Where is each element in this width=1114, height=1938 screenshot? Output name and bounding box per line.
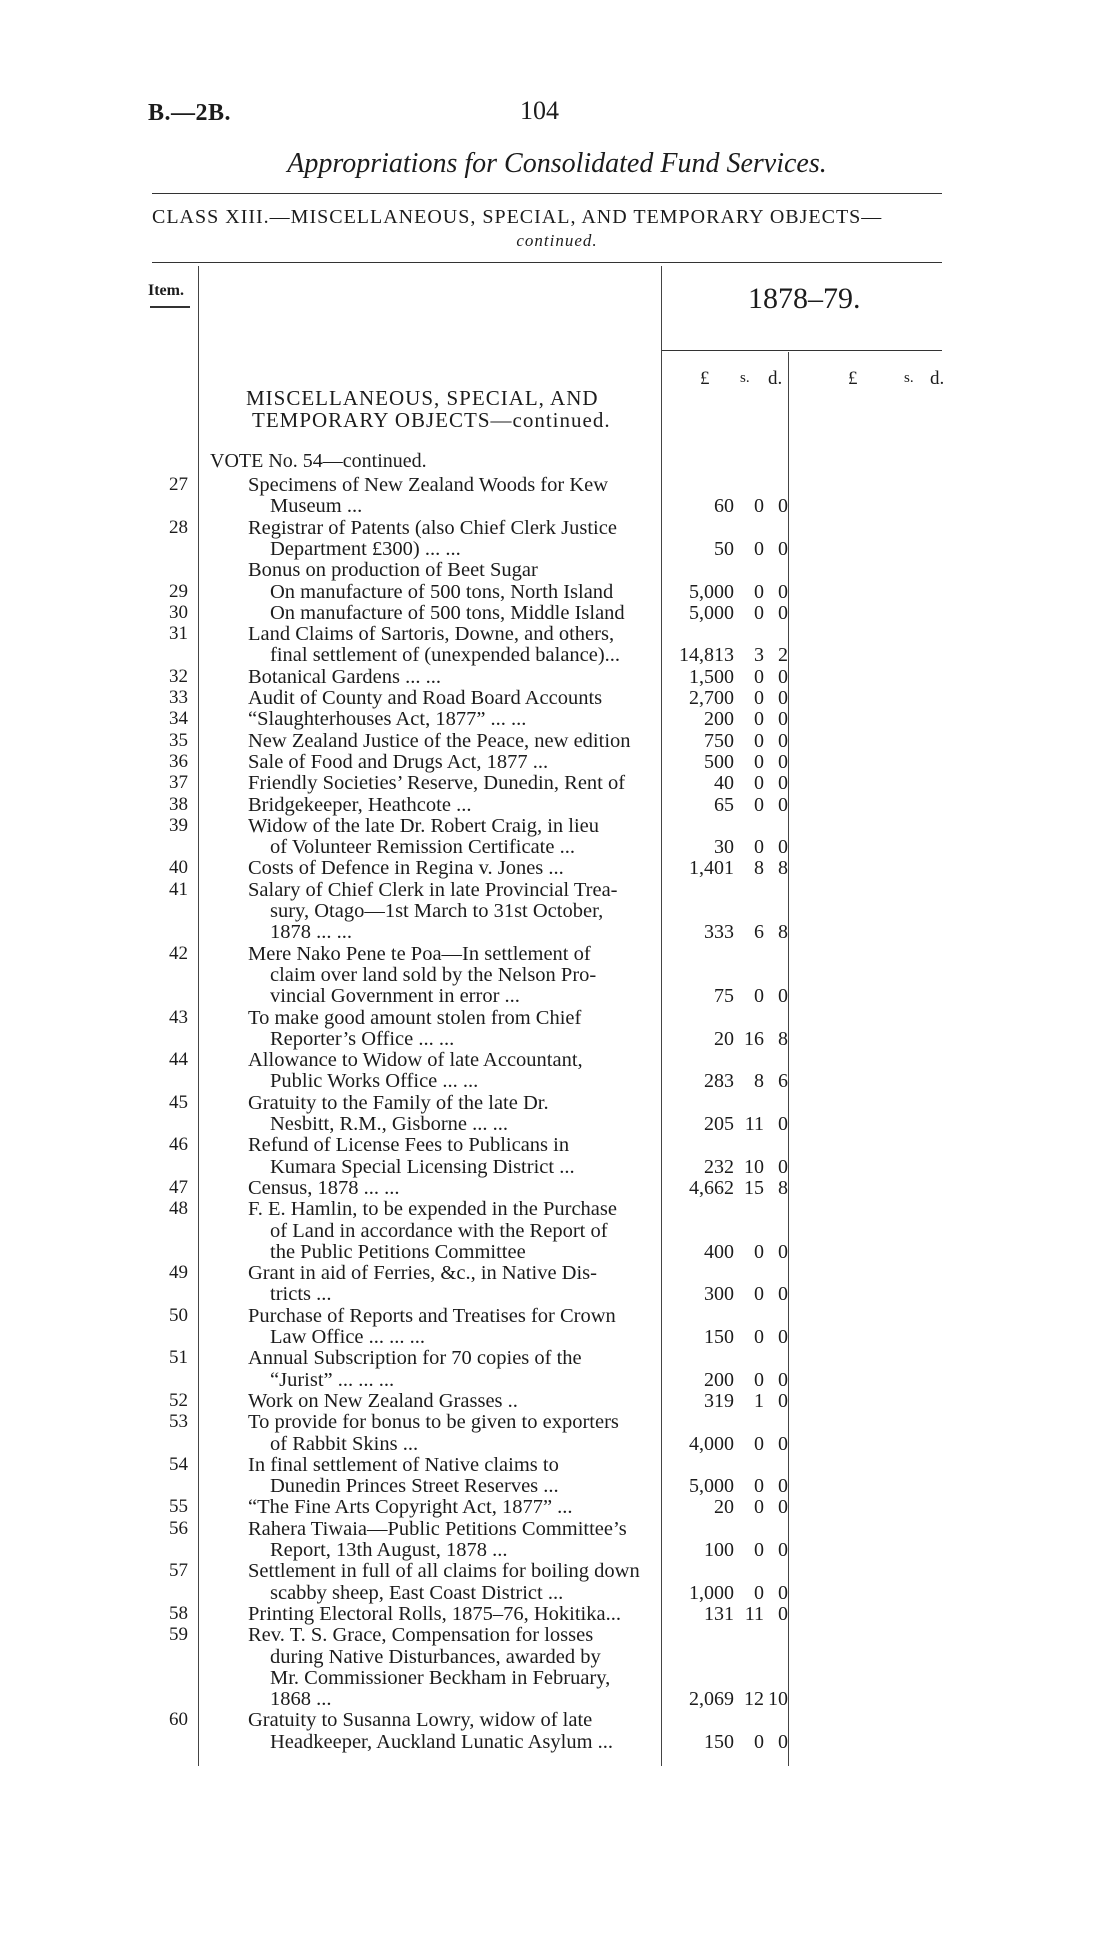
item-number: 37 (169, 772, 188, 794)
amount-pence: 8 (778, 1027, 788, 1050)
amount-pence: 8 (778, 857, 788, 880)
amount-pounds: 50 (714, 537, 734, 560)
item-number: 53 (169, 1411, 188, 1433)
item-number: 44 (169, 1049, 188, 1071)
item-description-line: vincial Government in error ... (270, 985, 520, 1008)
amount-pounds: 150 (704, 1326, 734, 1348)
amount-pounds: 319 (704, 1389, 734, 1412)
amount-pounds: 5,000 (689, 580, 734, 603)
amount-shillings: 0 (754, 1240, 764, 1263)
amount-pence: 0 (778, 1581, 788, 1604)
amount-pence: 8 (778, 1176, 788, 1199)
item-description-line: Mr. Commissioner Beckham in February, (270, 1666, 611, 1689)
item-description-line: Refund of License Fees to Publicans in (248, 1134, 570, 1157)
amount-pounds: 283 (704, 1070, 734, 1093)
amount-pounds: 5,000 (689, 601, 734, 624)
amount-pence: 0 (778, 1113, 788, 1135)
item-description-line: Annual Subscription for 70 copies of the (248, 1347, 582, 1370)
item-description-line: To provide for bonus to be given to exporters (248, 1411, 619, 1434)
amount-shillings: 16 (744, 1027, 764, 1050)
amount-pence: 0 (778, 1283, 788, 1306)
item-description-line: sury, Otago—1st March to 31st October, (270, 900, 604, 922)
amount-pence: 0 (778, 1475, 788, 1498)
item-description-line: the Public Petitions Committee (270, 1240, 526, 1263)
item-description-line: “The Fine Arts Copyright Act, 1877” ... (248, 1496, 573, 1519)
item-description-line: Bridgekeeper, Heathcote ... (248, 793, 472, 816)
item-number: 42 (169, 942, 188, 964)
page-number: 104 (520, 96, 559, 125)
item-number: 35 (169, 729, 188, 751)
item-description-line: tricts ... (270, 1283, 332, 1306)
amount-pounds: 60 (714, 495, 734, 518)
amount-shillings: 12 (744, 1688, 764, 1711)
amount-pence: 0 (778, 1602, 788, 1625)
amount-pence: 8 (778, 921, 788, 944)
item-description-line: Salary of Chief Clerk in late Provincial Trea- (248, 878, 618, 901)
item-description-line: Law Office ... ... ... (270, 1326, 426, 1348)
item-description-line: Printing Electoral Rolls, 1875–76, Hokitika... (248, 1602, 621, 1625)
item-description-line: Sale of Food and Drugs Act, 1877 ... (248, 750, 549, 773)
amount-shillings: 8 (754, 1070, 764, 1093)
amount-pounds: 20 (714, 1496, 734, 1519)
amount-pence: 0 (778, 772, 788, 795)
amount-pence: 0 (778, 1240, 788, 1263)
amount-shillings: 0 (754, 665, 764, 688)
item-description-line: of Land in accordance with the Report of (270, 1219, 608, 1242)
item-number: 41 (169, 878, 188, 900)
section-heading-line-1: MISCELLANEOUS, SPECIAL, AND (246, 386, 599, 410)
amount-pounds: 300 (704, 1283, 734, 1306)
item-number: 45 (169, 1091, 188, 1113)
amount-pounds: 14,813 (679, 644, 734, 667)
amount-pence: 0 (778, 1368, 788, 1391)
item-description-line: of Rabbit Skins ... (270, 1432, 419, 1455)
amount-pounds: 2,069 (689, 1688, 734, 1711)
amount-shillings: 0 (754, 1475, 764, 1498)
item-description-line: Bonus on production of Beet Sugar (248, 559, 538, 582)
class-heading-continued: continued. (516, 231, 598, 250)
item-description-line: Department £300) ... ... (270, 537, 461, 560)
item-number: 52 (169, 1389, 188, 1411)
pound-header-1: £ (700, 368, 710, 389)
item-number: 49 (169, 1262, 188, 1284)
amount-shillings: 0 (754, 985, 764, 1008)
amount-pence: 0 (778, 1155, 788, 1178)
amount-pence: 0 (778, 665, 788, 688)
amount-shillings: 0 (754, 836, 764, 859)
item-description-line: of Volunteer Remission Certificate ... (270, 836, 575, 859)
item-description-line: Work on New Zealand Grasses .. (248, 1389, 518, 1412)
amount-shillings: 0 (754, 1326, 764, 1348)
amount-shillings: 1 (754, 1389, 764, 1412)
item-description-line: To make good amount stolen from Chief (248, 1006, 582, 1029)
item-number: 27 (169, 474, 188, 495)
item-description-line: On manufacture of 500 tons, Middle Island (270, 601, 625, 624)
item-number: 38 (169, 793, 188, 815)
document-reference: B.—2B. (148, 100, 232, 126)
amount-pounds: 1,000 (689, 1581, 734, 1604)
amount-pence: 0 (778, 537, 788, 560)
amount-pence: 0 (778, 1496, 788, 1519)
amount-pence: 0 (778, 495, 788, 518)
amount-pounds: 232 (704, 1155, 734, 1178)
item-description-line: “Slaughterhouses Act, 1877” ... ... (248, 708, 527, 731)
amount-pounds: 200 (704, 1368, 734, 1391)
item-number: 34 (169, 708, 188, 730)
item-number: 33 (169, 687, 188, 708)
amount-pounds: 750 (704, 729, 734, 752)
amount-pounds: 5,000 (689, 1475, 734, 1498)
amount-shillings: 10 (744, 1155, 764, 1178)
shilling-header-2: s. (904, 370, 914, 386)
item-number: 31 (169, 623, 188, 645)
item-description-line: “Jurist” ... ... ... (270, 1368, 395, 1391)
amount-pence: 0 (778, 985, 788, 1008)
item-column-header: Item. (148, 282, 184, 299)
amount-shillings: 0 (754, 1539, 764, 1561)
item-description-line: Purchase of Reports and Treatises for Crown (248, 1304, 616, 1327)
amount-shillings: 0 (754, 793, 764, 816)
amount-pounds: 400 (704, 1240, 734, 1263)
amount-pounds: 2,700 (689, 687, 734, 709)
section-heading-line-2: TEMPORARY OBJECTS—continued. (252, 408, 611, 432)
item-description-line: Census, 1878 ... ... (248, 1176, 400, 1199)
item-description-line: Rahera Tiwaia—Public Petitions Committee’s (248, 1517, 627, 1540)
item-number: 50 (169, 1304, 188, 1326)
amount-shillings: 3 (754, 644, 764, 667)
item-description-line: Audit of County and Road Board Accounts (248, 687, 603, 709)
amount-pounds: 150 (704, 1730, 734, 1753)
item-description-line: Public Works Office ... ... (270, 1070, 479, 1093)
pound-header-2: £ (848, 368, 858, 389)
amount-pounds: 4,662 (689, 1176, 734, 1199)
amount-pounds: 1,500 (689, 665, 734, 688)
amount-shillings: 0 (754, 1581, 764, 1604)
item-description-line: Allowance to Widow of late Accountant, (248, 1049, 583, 1072)
amount-pounds: 65 (714, 793, 734, 816)
amount-pounds: 4,000 (689, 1432, 734, 1455)
amount-shillings: 0 (754, 750, 764, 773)
item-description-line: Botanical Gardens ... ... (248, 665, 441, 688)
pence-header-2: d. (930, 368, 945, 389)
item-description-line: Land Claims of Sartoris, Downe, and others, (248, 623, 615, 646)
amount-column-divider (661, 266, 662, 1766)
amount-shillings: 0 (754, 1496, 764, 1519)
pence-column-divider (788, 352, 789, 1766)
amount-pence: 0 (778, 1539, 788, 1561)
page-subtitle: Appropriations for Consolidated Fund Services. (287, 148, 827, 179)
amount-pounds: 75 (714, 985, 734, 1008)
amount-shillings: 15 (744, 1176, 764, 1199)
amount-pounds: 20 (714, 1027, 734, 1050)
amount-pounds: 1,401 (689, 857, 734, 880)
item-column-divider (198, 266, 199, 1766)
amount-pence: 0 (778, 836, 788, 859)
amount-pounds: 40 (714, 772, 734, 795)
item-description-line: On manufacture of 500 tons, North Island (270, 580, 614, 603)
financial-year: 1878–79. (748, 282, 861, 315)
item-description-line: Friendly Societies’ Reserve, Dunedin, Rent of (248, 772, 626, 795)
item-number: 28 (169, 516, 188, 538)
amount-pounds: 131 (704, 1602, 734, 1625)
amount-pence: 0 (778, 687, 788, 709)
item-description-line: final settlement of (unexpended balance)... (270, 644, 621, 667)
item-description-line: Mere Nako Pene te Poa—In settlement of (248, 942, 591, 965)
amount-pounds: 205 (704, 1113, 734, 1135)
item-number: 36 (169, 750, 188, 772)
year-underline (662, 350, 942, 351)
item-description-line: Grant in aid of Ferries, &c., in Native Dis- (248, 1262, 597, 1285)
item-number: 48 (169, 1198, 188, 1220)
item-number: 55 (169, 1496, 188, 1518)
item-description-line: Gratuity to the Family of the late Dr. (248, 1091, 549, 1114)
item-description-line: Specimens of New Zealand Woods for Kew (248, 474, 609, 496)
amount-pence: 0 (778, 1432, 788, 1455)
amount-shillings: 0 (754, 708, 764, 731)
item-number: 46 (169, 1134, 188, 1156)
item-number: 51 (169, 1347, 188, 1369)
amount-shillings: 0 (754, 580, 764, 603)
item-number: 60 (169, 1709, 188, 1731)
amount-shillings: 0 (754, 1283, 764, 1306)
class-heading: CLASS XIII.—MISCELLANEOUS, SPECIAL, AND TEMPORARY OBJECTS— (152, 206, 883, 228)
amount-shillings: 0 (754, 1730, 764, 1753)
item-description-line: 1868 ... (270, 1688, 332, 1711)
shilling-header-1: s. (740, 370, 750, 386)
item-description-line: Kumara Special Licensing District ... (270, 1155, 575, 1178)
item-description-line: Dunedin Princes Street Reserves ... (270, 1475, 559, 1498)
item-description-line: Widow of the late Dr. Robert Craig, in lieu (248, 814, 600, 837)
amount-shillings: 0 (754, 687, 764, 709)
amount-pence: 0 (778, 708, 788, 731)
amount-pence: 0 (778, 580, 788, 603)
item-description-line: Headkeeper, Auckland Lunatic Asylum ... (270, 1730, 614, 1753)
item-description-line: Costs of Defence in Regina v. Jones ... (248, 857, 564, 880)
amount-pence: 10 (768, 1688, 788, 1711)
item-description-line: Gratuity to Susanna Lowry, widow of late (248, 1709, 593, 1732)
amount-shillings: 11 (744, 1113, 764, 1135)
item-description-line: Museum ... (270, 495, 363, 518)
top-rule (152, 193, 942, 194)
table-top-rule (152, 262, 942, 263)
amount-shillings: 0 (754, 495, 764, 518)
item-description-line: Rev. T. S. Grace, Compensation for losses (248, 1624, 594, 1647)
amount-shillings: 0 (754, 537, 764, 560)
amount-shillings: 0 (754, 1432, 764, 1455)
amount-pence: 0 (778, 1730, 788, 1753)
item-description-line: during Native Disturbances, awarded by (270, 1645, 601, 1668)
amount-shillings: 0 (754, 1368, 764, 1391)
item-number: 29 (169, 580, 188, 602)
amount-pounds: 100 (704, 1539, 734, 1561)
item-description-line: F. E. Hamlin, to be expended in the Purchase (248, 1198, 617, 1221)
amount-pence: 6 (778, 1070, 788, 1093)
item-description-line: Nesbitt, R.M., Gisborne ... ... (270, 1113, 509, 1135)
amount-pence: 0 (778, 1326, 788, 1348)
item-number: 54 (169, 1453, 188, 1475)
amount-shillings: 6 (754, 921, 764, 944)
amount-pence: 0 (778, 729, 788, 752)
amount-pence: 0 (778, 601, 788, 624)
amount-pounds: 333 (704, 921, 734, 944)
amount-shillings: 11 (744, 1602, 764, 1625)
item-number: 40 (169, 857, 188, 879)
amount-pence: 2 (778, 644, 788, 667)
amount-shillings: 0 (754, 772, 764, 795)
amount-pence: 0 (778, 1389, 788, 1412)
item-description-line: 1878 ... ... (270, 921, 352, 944)
item-description-line: Settlement in full of all claims for boiling down (248, 1560, 640, 1583)
amount-pounds: 200 (704, 708, 734, 731)
item-number: 30 (169, 601, 188, 623)
amount-shillings: 0 (754, 601, 764, 624)
item-description-line: Reporter’s Office ... ... (270, 1027, 455, 1050)
item-description-line: claim over land sold by the Nelson Pro- (270, 963, 597, 986)
item-header-mark (150, 306, 190, 308)
item-number: 47 (169, 1176, 188, 1198)
amount-pounds: 500 (704, 750, 734, 773)
item-description-line: In final settlement of Native claims to (248, 1453, 559, 1476)
item-description-line: New Zealand Justice of the Peace, new edition (248, 729, 631, 752)
amount-pence: 0 (778, 750, 788, 773)
amount-shillings: 8 (754, 857, 764, 880)
item-number: 58 (169, 1602, 188, 1624)
pence-header-1: d. (768, 368, 783, 389)
amount-shillings: 0 (754, 729, 764, 752)
item-number: 39 (169, 814, 188, 836)
item-number: 57 (169, 1560, 188, 1582)
item-description-line: scabby sheep, East Coast District ... (270, 1581, 564, 1604)
item-number: 56 (169, 1517, 188, 1539)
item-number: 32 (169, 665, 188, 687)
item-description-line: Registrar of Patents (also Chief Clerk Justice (248, 516, 617, 539)
item-number: 43 (169, 1006, 188, 1028)
item-number: 59 (169, 1624, 188, 1646)
amount-pence: 0 (778, 793, 788, 816)
amount-pounds: 30 (714, 836, 734, 859)
vote-heading: VOTE No. 54—continued. (210, 450, 427, 472)
item-description-line: Report, 13th August, 1878 ... (270, 1539, 508, 1561)
